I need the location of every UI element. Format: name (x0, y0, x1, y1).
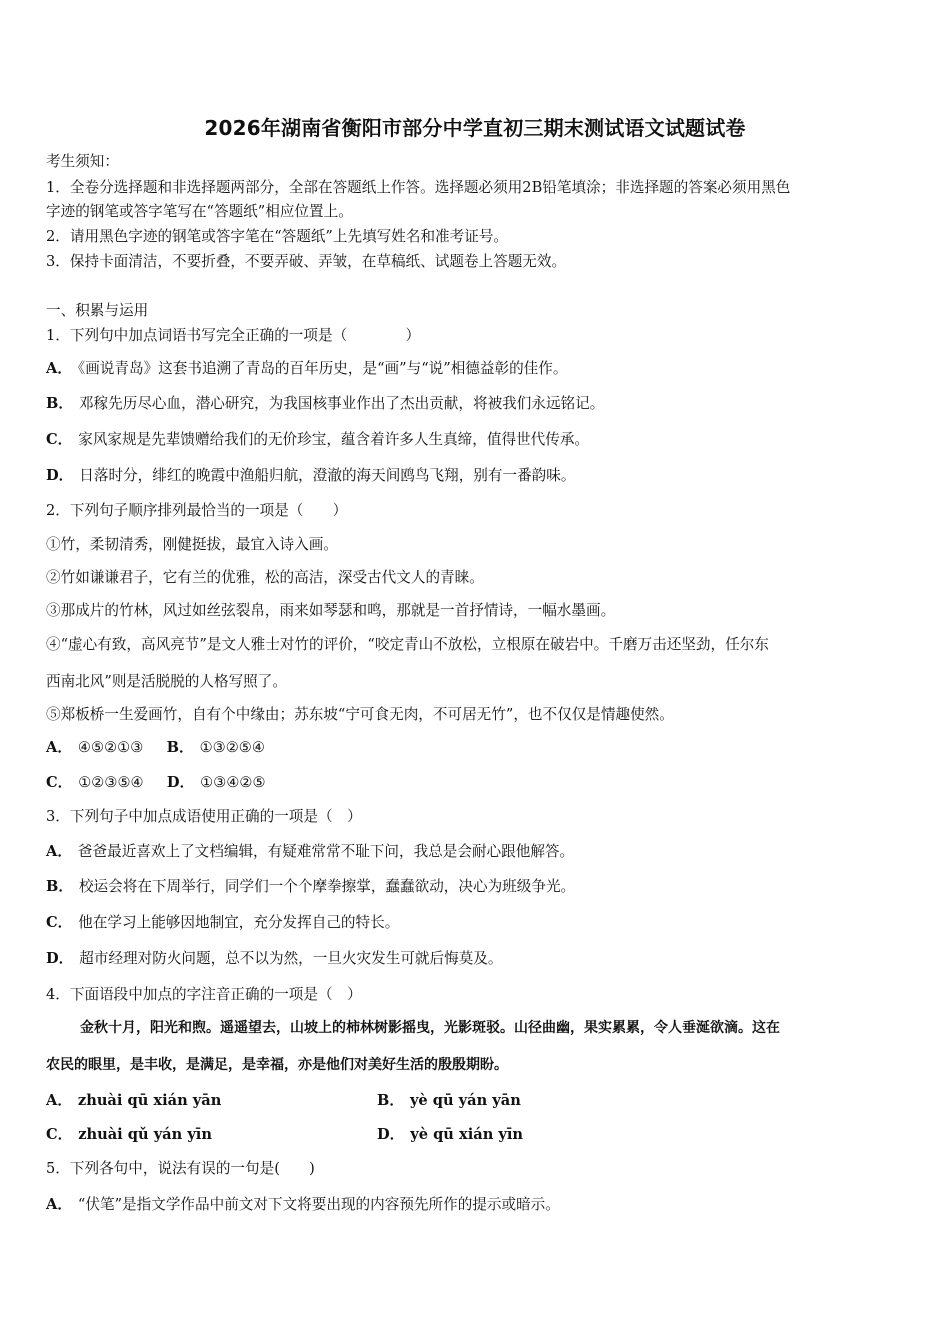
q4-option-b (377, 1091, 521, 1111)
option-text: ④⑤②①③ (77, 739, 144, 756)
option-label: B． (46, 878, 73, 895)
option-label: C． (46, 914, 73, 931)
option-label: A． (46, 1092, 72, 1109)
option-text: zhuài qǔ yán yīn (78, 1126, 212, 1143)
option-text: ①②③⑤④ (78, 774, 144, 791)
q4-option-a (46, 1091, 221, 1111)
q4-passage: 金秋十月，阳光和煦。遥遥望去，山坡上的柿林树影摇曳，光影斑驳。山径曲幽，果实累累，令人垂涎欲滴。这在 (80, 1020, 780, 1036)
option-text: 他在学习上能够因地制宜，充分发挥自己的特长。 (78, 914, 400, 931)
option-label: B． (46, 395, 73, 412)
option-text: ①③②⑤④ (199, 739, 265, 756)
question-4-stem: 4．下面语段中加点的字注音正确的一项是（ ） (46, 986, 362, 1003)
q2-sentence-2: ②竹如谦谦君子，它有兰的优雅，松的高洁，深受古代文人的青睐。 (46, 569, 484, 586)
option-label: A． (46, 739, 72, 756)
option-label: B． (166, 739, 194, 756)
page-title: 2026年湖南省衡阳市部分中学直初三期末测试语文试题试卷 (204, 116, 746, 140)
q1-option-b (46, 394, 604, 414)
q1-option-d (46, 466, 575, 486)
q3-option-b (46, 877, 575, 897)
q3-option-c (46, 913, 399, 933)
question-3-stem: 3．下列句子中加点成语使用正确的一项是（ ） (46, 808, 362, 825)
notice-item: 3．保持卡面清洁，不要折叠，不要弄破、弄皱，在草稿纸、试题卷上答题无效。 (46, 253, 567, 270)
option-label: C． (46, 774, 73, 791)
q2-sentence-1: ①竹，柔韧清秀，刚健挺拔，最宜入诗入画。 (46, 536, 338, 553)
q1-option-c (46, 430, 589, 450)
notice-item: 1．全卷分选择题和非选择题两部分，全部在答题纸上作答。选择题必须用2B铅笔填涂；非选择题的答案必须用黑色 (46, 179, 791, 196)
q5-option-a (46, 1195, 560, 1215)
notice-item: 2．请用黑色字迹的钢笔或答字笔在“答题纸”上先填写姓名和准考证号。 (46, 228, 509, 245)
q4-option-c (46, 1125, 212, 1145)
option-label: C． (46, 431, 73, 448)
q3-option-a (46, 842, 574, 862)
q4-option-d (377, 1125, 523, 1145)
section-heading: 一、积累与运用 (46, 302, 149, 319)
option-text: 家风家规是先辈馈赠给我们的无价珍宝，蕴含着许多人生真缔，值得世代传承。 (78, 431, 590, 448)
q2-options-ab (46, 738, 265, 758)
option-text: “伏笔”是指文学作品中前文对下文将要出现的内容预先所作的提示或暗示。 (77, 1196, 560, 1213)
option-text: zhuài qū xián yān (77, 1092, 222, 1109)
question-1-stem: 1．下列句中加点词语书写完全正确的一项是（ ） (46, 327, 421, 344)
option-text: yè qū yán yān (409, 1092, 521, 1109)
notice-heading: 考生须知： (46, 153, 119, 170)
option-label: C． (46, 1126, 73, 1143)
option-text: yè qū xián yīn (410, 1126, 524, 1143)
option-label: D． (377, 1126, 405, 1143)
option-text: 邓稼先历尽心血，潜心研究，为我国核事业作出了杰出贡献，将被我们永远铭记。 (78, 395, 605, 412)
option-text: 校运会将在下周举行，同学们一个个摩拳擦掌，蠢蠢欲动，决心为班级争光。 (78, 878, 576, 895)
q1-option-a (46, 359, 567, 379)
option-text: 《画说青岛》这套书追溯了青岛的百年历史，是“画”与“说”相德益彰的佳作。 (77, 360, 568, 377)
q2-sentence-3: ③那成片的竹林，风过如丝弦裂帛，雨来如琴瑟和鸣，那就是一首抒情诗，一幅水墨画。 (46, 602, 616, 619)
option-label: D． (46, 950, 74, 967)
option-label: D． (166, 774, 195, 791)
question-2-stem: 2．下列句子顺序排列最恰当的一项是（ ） (46, 502, 348, 519)
option-text: ①③④②⑤ (200, 774, 266, 791)
q2-sentence-4-cont: 西南北风”则是活脱脱的人格写照了。 (46, 673, 287, 690)
q3-option-d (46, 949, 502, 969)
notice-item: 字迹的钢笔或答字笔写在“答题纸”相应位置上。 (46, 203, 353, 220)
option-label: A． (46, 843, 72, 860)
q2-sentence-5: ⑤郑板桥一生爱画竹，自有个中缘由；苏东坡“宁可食无肉，不可居无竹”，也不仅仅是情趣使然。 (46, 706, 674, 723)
option-text: 爸爸最近喜欢上了文档编辑，有疑难常常不耻下问，我总是会耐心跟他解答。 (77, 843, 575, 860)
option-text: 日落时分，绯红的晚霞中渔船归航，澄澈的海天间鸥鸟飞翔，别有一番韵味。 (79, 467, 576, 484)
option-label: A． (46, 360, 72, 377)
q2-sentence-4: ④“虚心有致，高风亮节”是文人雅士对竹的评价，“咬定青山不放松，立根原在破岩中。千磨万击还坚劲，任尔东 (46, 636, 769, 653)
q4-passage-cont: 农民的眼里，是丰收，是满足，是幸福，亦是他们对美好生活的殷殷期盼。 (46, 1057, 508, 1073)
option-label: B． (377, 1092, 404, 1109)
option-text: 超市经理对防火问题，总不以为然，一旦火灾发生可就后悔莫及。 (79, 950, 503, 967)
question-5-stem: 5．下列各句中，说法有误的一句是( ) (46, 1160, 315, 1177)
option-label: D． (46, 467, 74, 484)
q2-options-cd (46, 773, 266, 793)
option-label: A． (46, 1196, 72, 1213)
